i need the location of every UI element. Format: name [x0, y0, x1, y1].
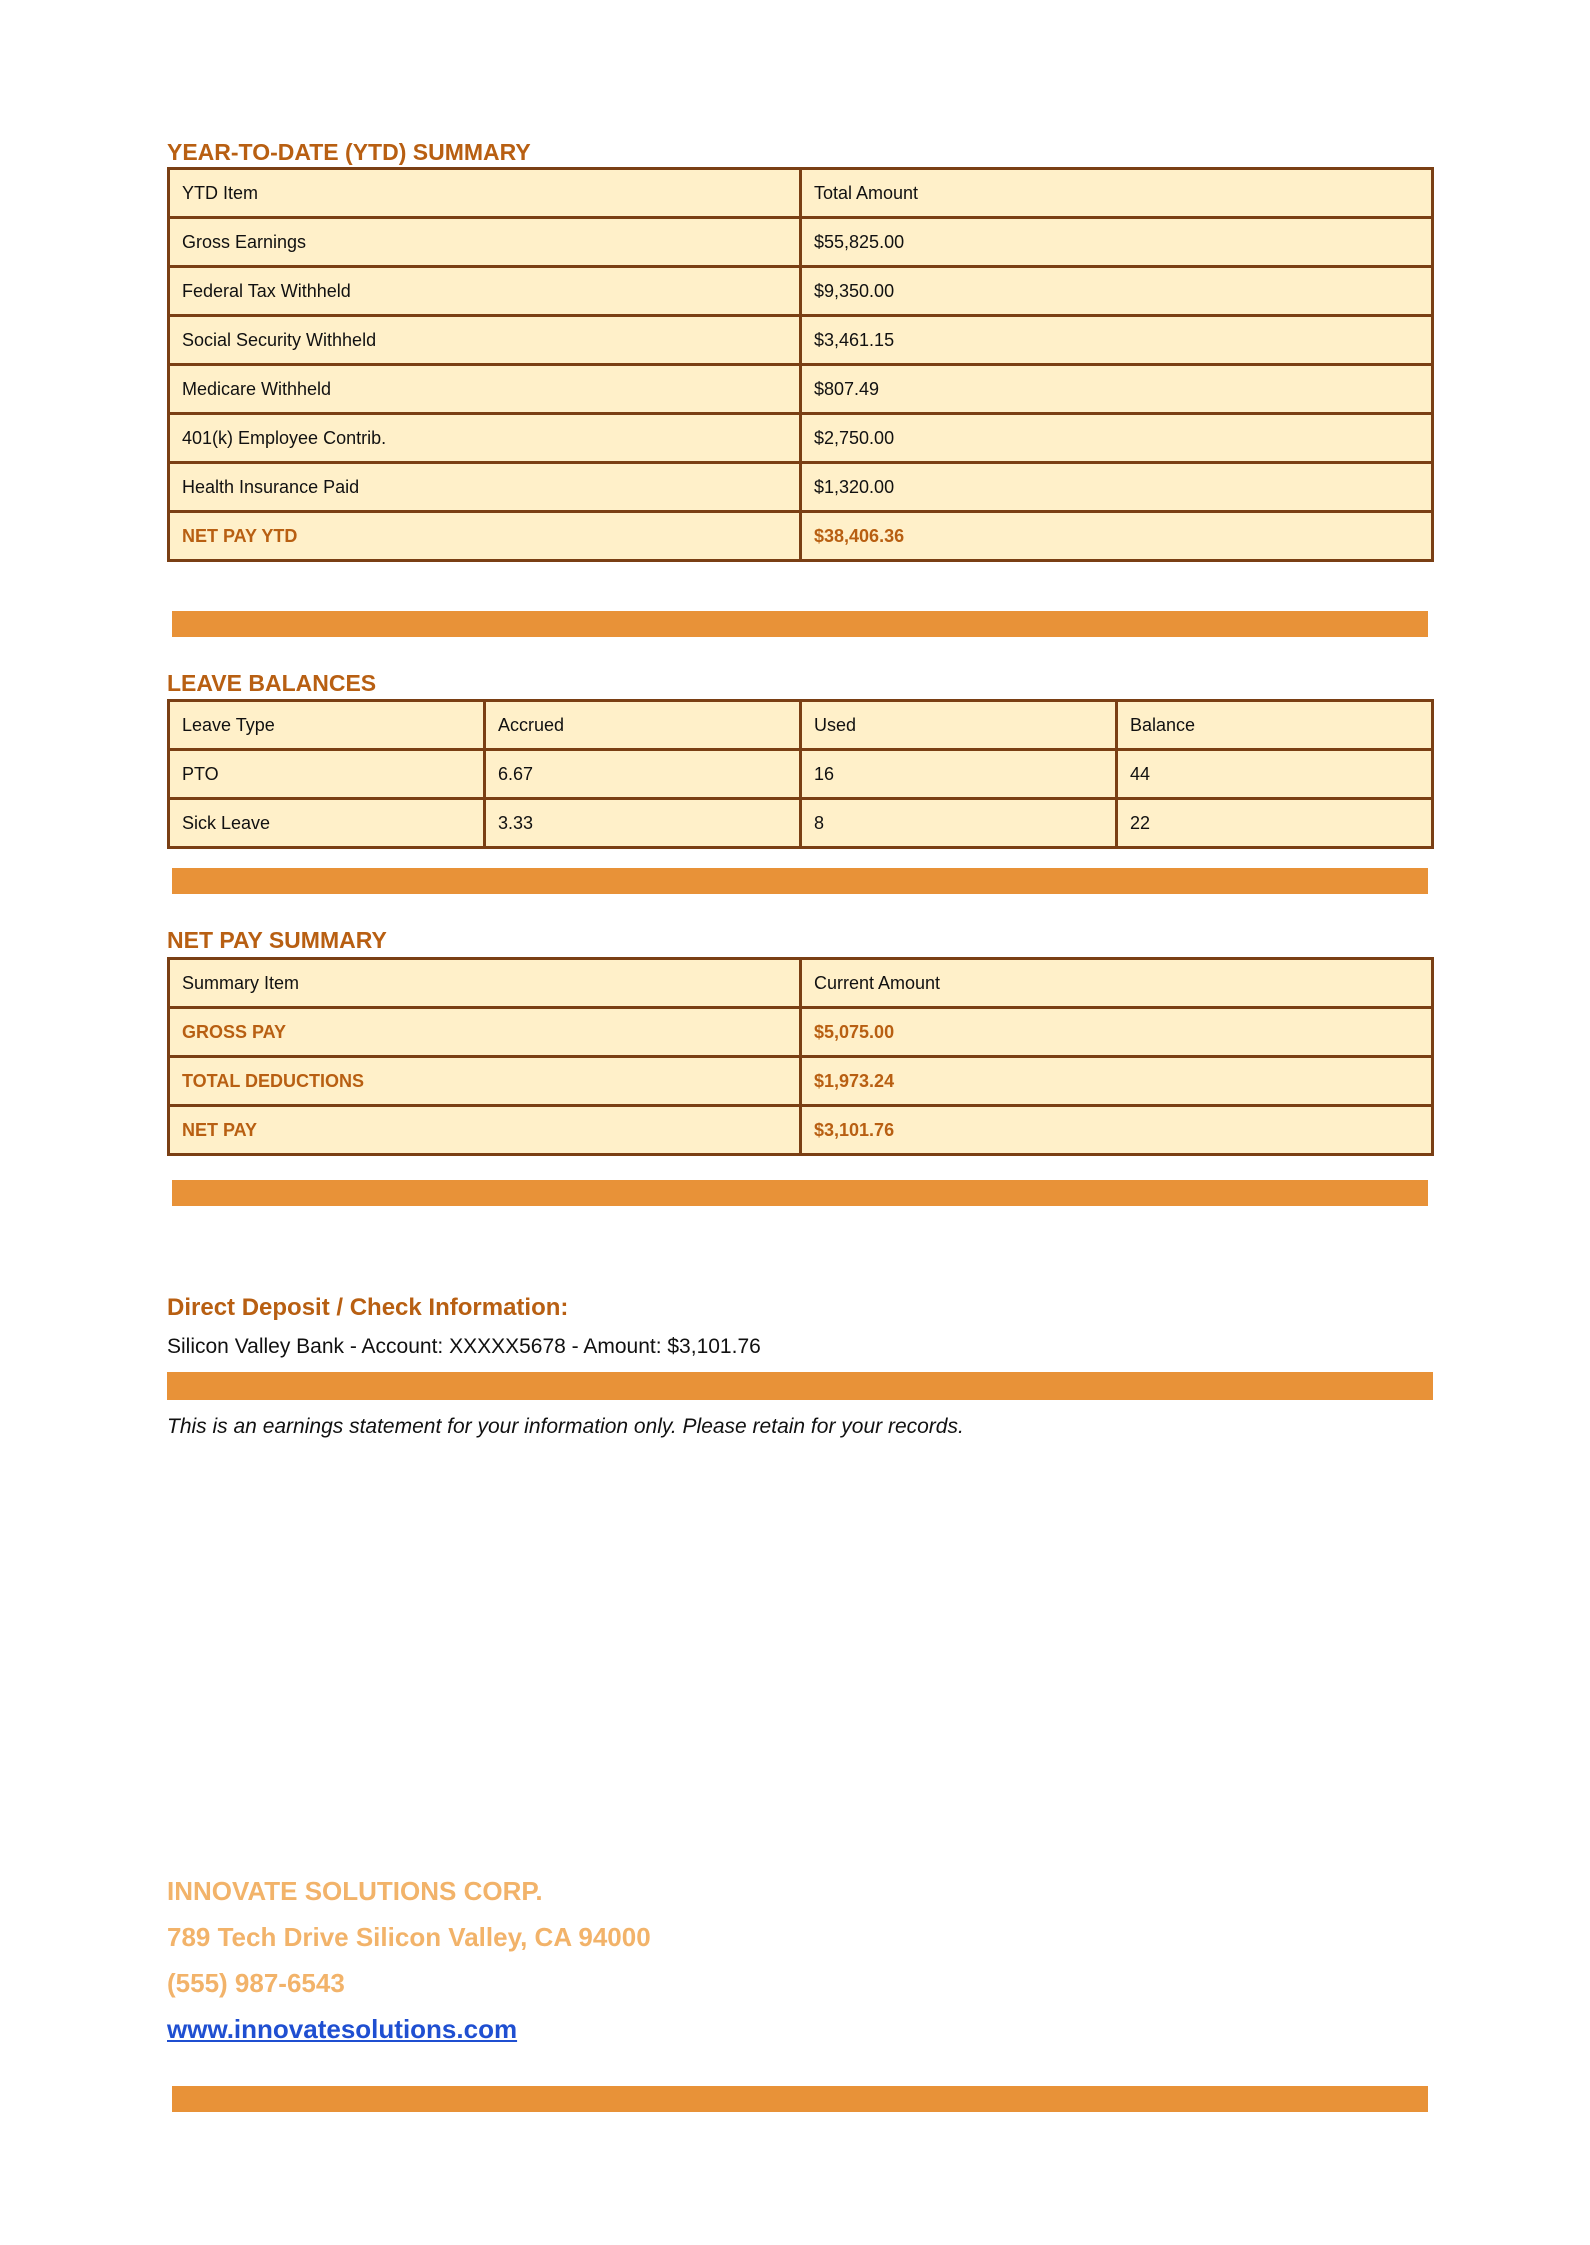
ytd-total-label: NET PAY YTD [169, 512, 801, 561]
ytd-item-cell: Health Insurance Paid [169, 463, 801, 512]
leave-used-cell: 16 [801, 750, 1117, 799]
leave-section-title: LEAVE BALANCES [167, 670, 377, 696]
ytd-amount-cell: $2,750.00 [801, 414, 1433, 463]
ytd-item-cell: Social Security Withheld [169, 316, 801, 365]
ytd-item-cell: Federal Tax Withheld [169, 267, 801, 316]
ytd-item-cell: 401(k) Employee Contrib. [169, 414, 801, 463]
ytd-amount-cell: $1,320.00 [801, 463, 1433, 512]
netpay-item-cell: GROSS PAY [169, 1008, 801, 1057]
company-phone: (555) 987-6543 [167, 1968, 345, 1998]
table-row [169, 365, 1433, 414]
table-row [169, 414, 1433, 463]
netpay-item-cell: NET PAY [169, 1106, 801, 1155]
company-website-link[interactable]: www.innovatesolutions.com [167, 2014, 518, 2044]
deposit-section-title: Direct Deposit / Check Information: [167, 1294, 569, 1321]
table-row [169, 316, 1433, 365]
column-header: Current Amount [801, 959, 1433, 1008]
disclaimer-text: This is an earnings statement for your information only. Please retain for your records. [167, 1415, 964, 1438]
table-row [169, 1106, 1433, 1155]
footer-divider-bar [172, 2086, 1428, 2112]
leave-balance-cell: 44 [1117, 750, 1433, 799]
column-header: Leave Type [169, 701, 485, 750]
section-divider-bar [167, 1372, 1433, 1400]
leave-type-cell: Sick Leave [169, 799, 485, 848]
section-divider-bar [172, 1180, 1428, 1206]
column-header: Summary Item [169, 959, 801, 1008]
netpay-amount-cell: $5,075.00 [801, 1008, 1433, 1057]
ytd-item-cell: Medicare Withheld [169, 365, 801, 414]
table-header-row [169, 169, 1433, 218]
ytd-total-row [169, 512, 1433, 561]
column-header: Total Amount [801, 169, 1433, 218]
table-header-row [169, 959, 1433, 1008]
table-header-row [169, 701, 1433, 750]
column-header: Used [801, 701, 1117, 750]
table-row [169, 218, 1433, 267]
netpay-table [167, 957, 1434, 1156]
leave-type-cell: PTO [169, 750, 485, 799]
company-address: 789 Tech Drive Silicon Valley, CA 94000 [167, 1922, 651, 1952]
section-divider-bar [172, 868, 1428, 894]
table-row [169, 750, 1433, 799]
ytd-total-amount: $38,406.36 [801, 512, 1433, 561]
ytd-amount-cell: $55,825.00 [801, 218, 1433, 267]
leave-used-cell: 8 [801, 799, 1117, 848]
column-header: YTD Item [169, 169, 801, 218]
column-header: Accrued [485, 701, 801, 750]
deposit-details: Silicon Valley Bank - Account: XXXXX5678 - Amount: $3,101.76 [167, 1335, 761, 1358]
company-name: INNOVATE SOLUTIONS CORP. [167, 1876, 543, 1906]
leave-table [167, 699, 1434, 849]
table-row [169, 463, 1433, 512]
netpay-amount-cell: $3,101.76 [801, 1106, 1433, 1155]
ytd-section-title: YEAR-TO-DATE (YTD) SUMMARY [167, 139, 531, 165]
table-row [169, 1008, 1433, 1057]
ytd-amount-cell: $3,461.15 [801, 316, 1433, 365]
leave-balance-cell: 22 [1117, 799, 1433, 848]
netpay-section-title: NET PAY SUMMARY [167, 927, 387, 953]
table-row [169, 267, 1433, 316]
table-row [169, 1057, 1433, 1106]
column-header: Balance [1117, 701, 1433, 750]
table-row [169, 799, 1433, 848]
ytd-amount-cell: $9,350.00 [801, 267, 1433, 316]
ytd-item-cell: Gross Earnings [169, 218, 801, 267]
leave-accrued-cell: 6.67 [485, 750, 801, 799]
netpay-amount-cell: $1,973.24 [801, 1057, 1433, 1106]
ytd-amount-cell: $807.49 [801, 365, 1433, 414]
ytd-table [167, 167, 1434, 562]
netpay-item-cell: TOTAL DEDUCTIONS [169, 1057, 801, 1106]
leave-accrued-cell: 3.33 [485, 799, 801, 848]
section-divider-bar [172, 611, 1428, 637]
